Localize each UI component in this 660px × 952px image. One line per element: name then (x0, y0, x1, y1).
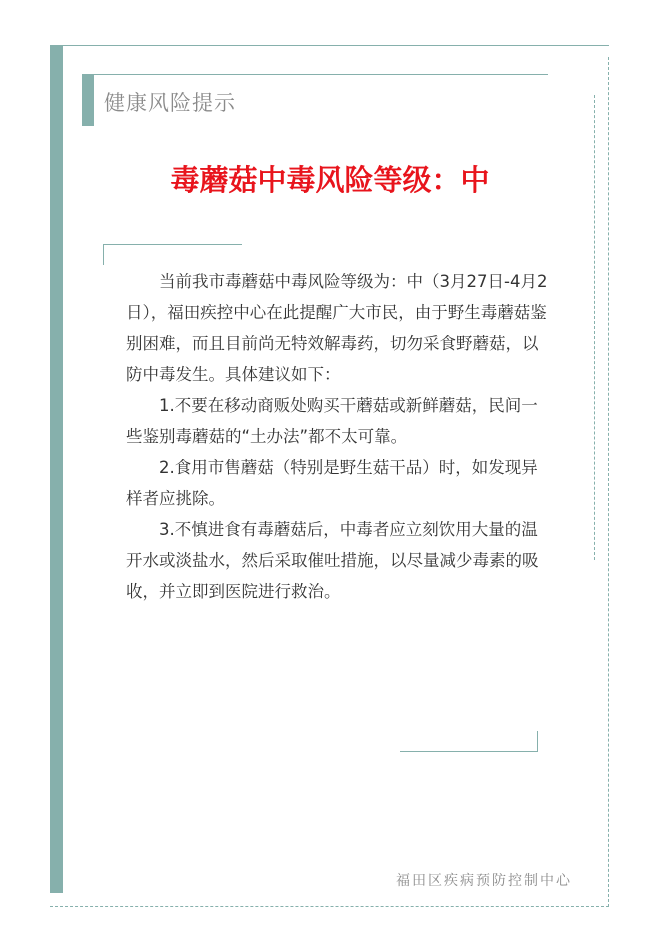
section-heading: 健康风险提示 (104, 91, 236, 115)
advice-item-1: 1.不要在移动商贩处购买干蘑菇或新鲜蘑菇，民间一些鉴别毒蘑菇的“土办法”都不太可靠。 (126, 396, 538, 446)
page-title: 毒蘑菇中毒风险等级：中 (170, 163, 490, 197)
advice-item-2: 2.食用市售蘑菇（特别是野生菇干品）时，如发现异样者应挑除。 (126, 458, 538, 508)
header-accent-bar (82, 74, 94, 126)
intro-paragraph: 当前我市毒蘑菇中毒风险等级为：中（3月27日-4月2日），福田疾控中心在此提醒广大市民，由于野生毒蘑菇鉴别困难，而且目前尚无特效解毒药，切勿采食野蘑菇，以防中毒发生。具体建议如下： (126, 272, 548, 384)
footer-organization: 福田区疾病预防控制中心 (396, 873, 572, 889)
frame-top-line (63, 45, 609, 46)
corner-bracket-bottom-right (400, 731, 538, 752)
notice-body (126, 266, 554, 607)
header-rule (94, 74, 548, 75)
advice-item-3: 3.不慎进食有毒蘑菇后，中毒者应立刻饮用大量的温开水或淡盐水，然后采取催吐措施，以尽量减少毒素的吸收，并立即到医院进行救治。 (126, 520, 539, 601)
frame-bottom-dashed-line (50, 906, 609, 907)
corner-bracket-top-left (103, 244, 242, 265)
